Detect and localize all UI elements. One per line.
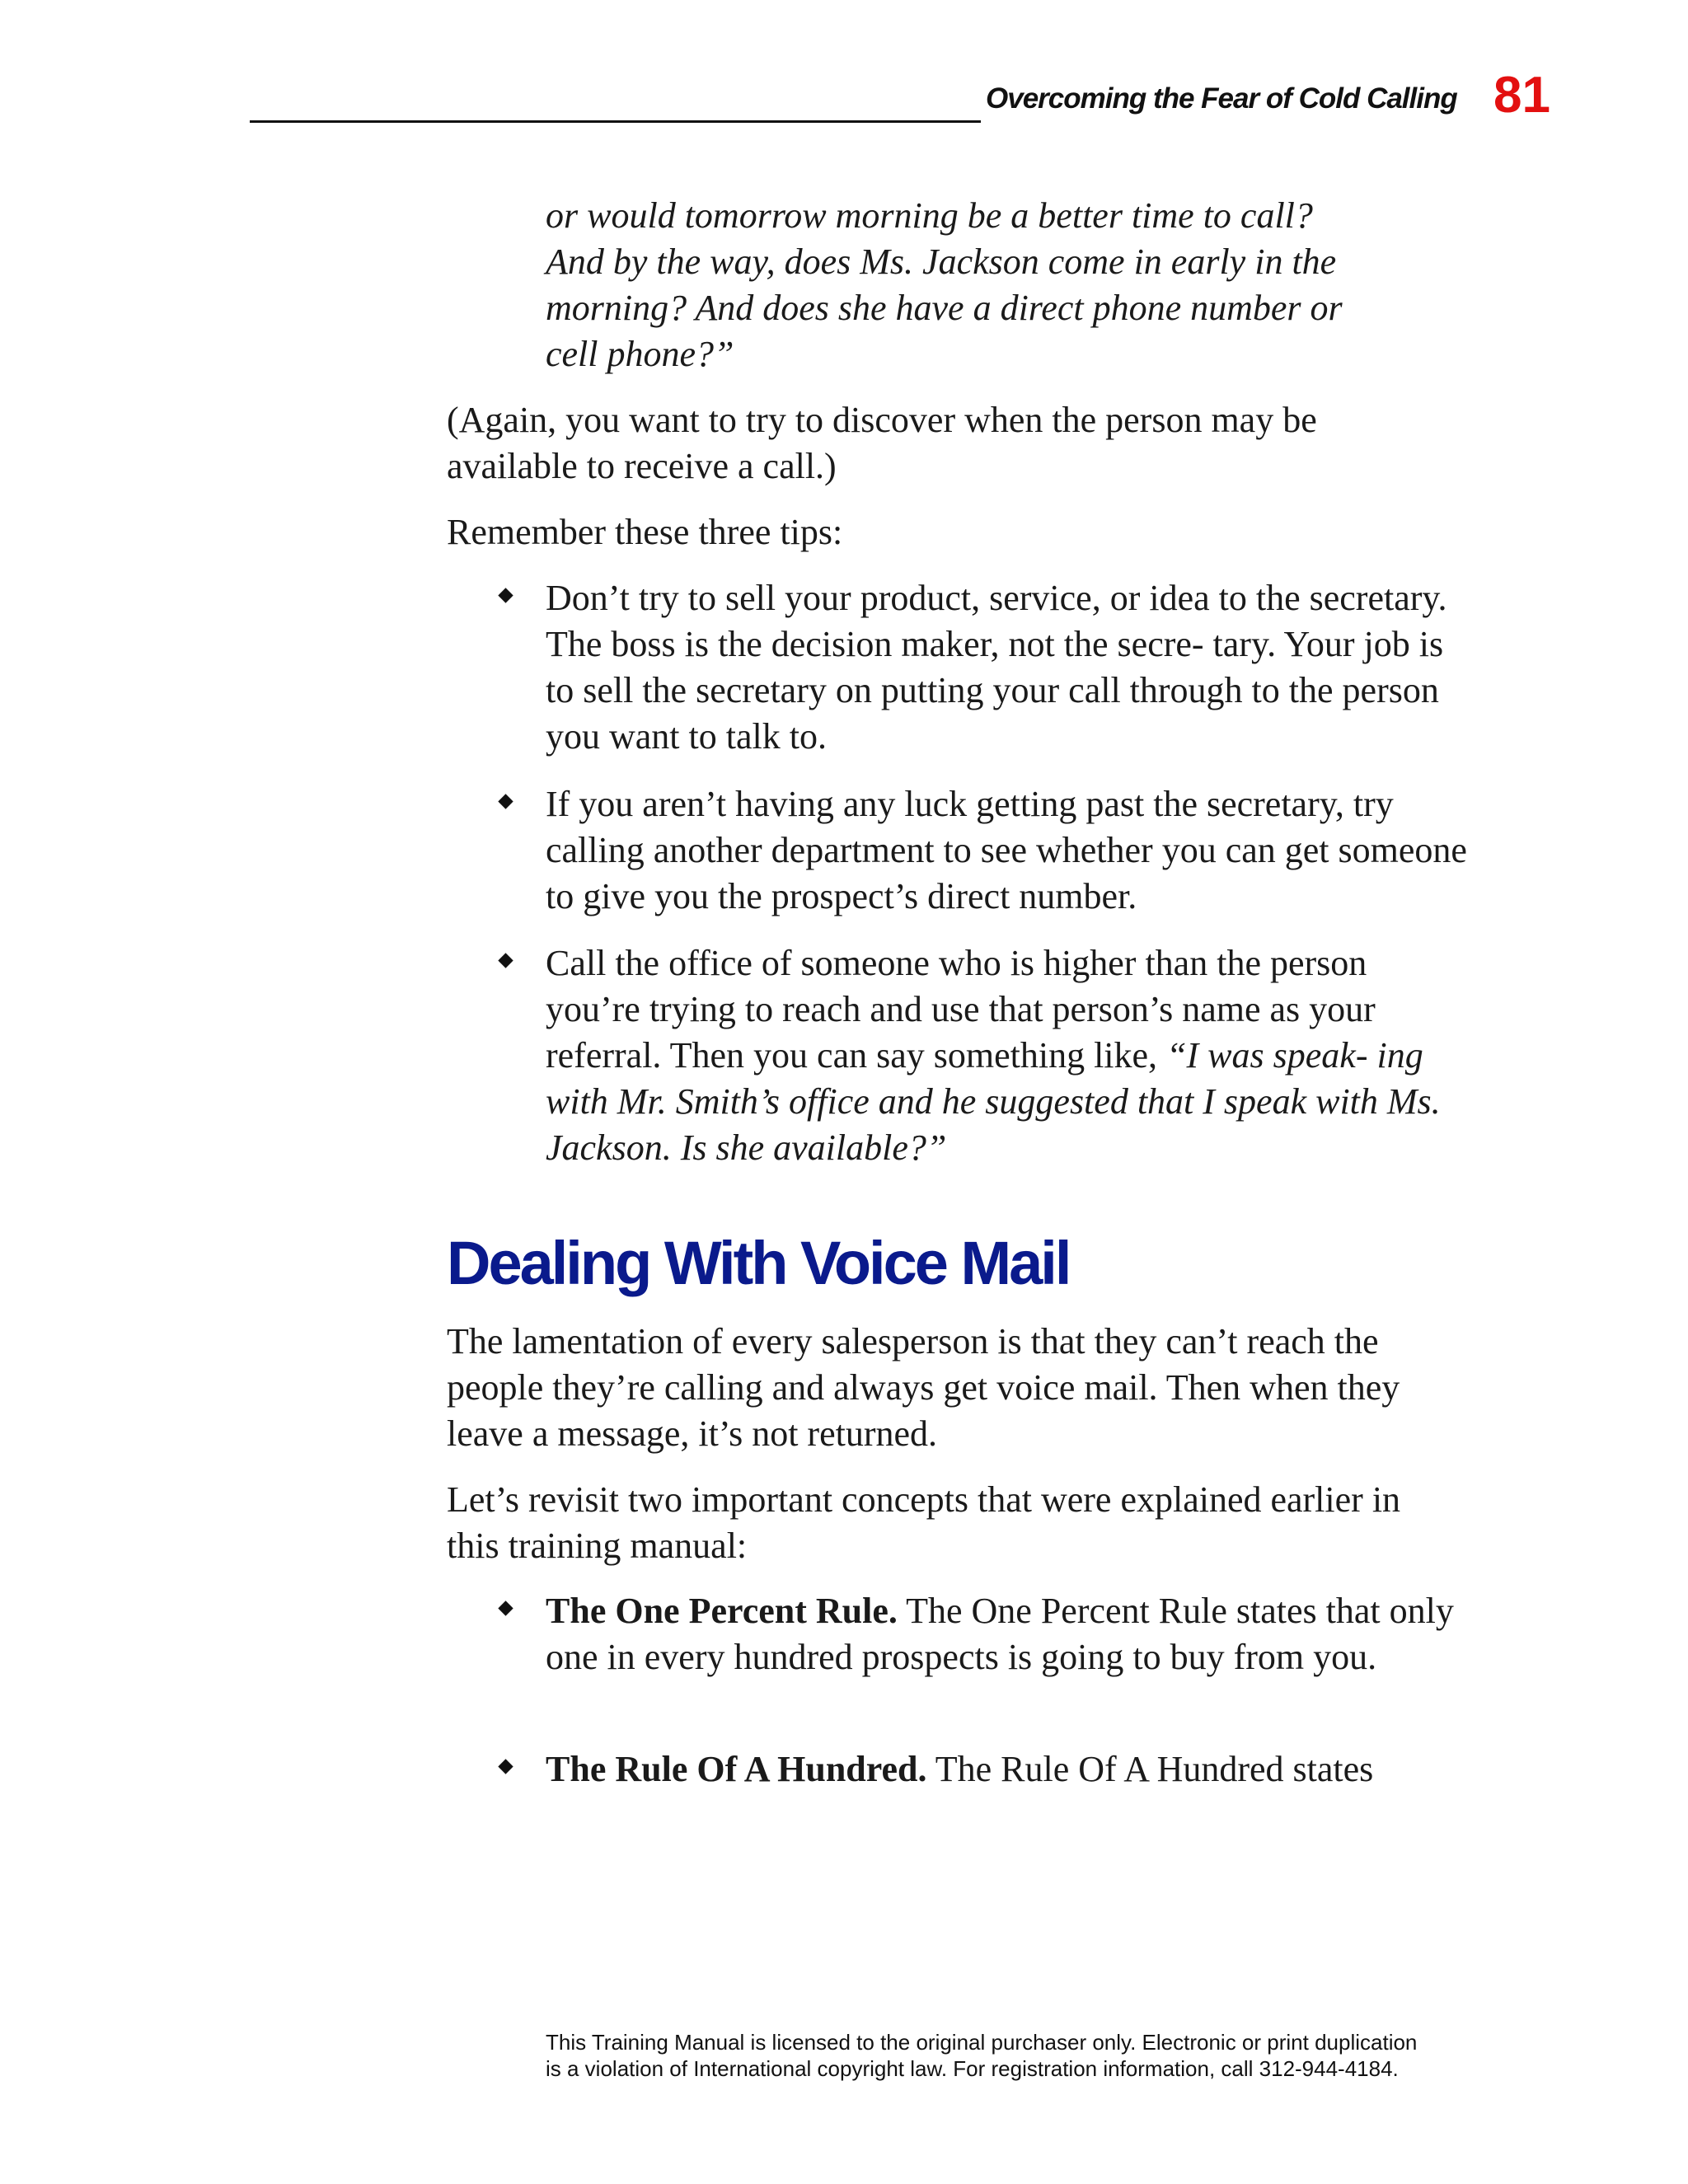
copyright-footer (546, 2029, 1452, 2082)
quote-line: or would tomorrow morning be a better time to call? (546, 195, 1313, 236)
paragraph-again: (Again, you want to try to discover when the person may be available to receive a call.) (447, 400, 1317, 486)
footer-line: is a violation of International copyright law. For registration information, call 312-944-4184. (546, 2056, 1399, 2081)
quote-line: morning? And does she have a direct phone number or (546, 288, 1343, 328)
rule-description: The One Percent Rule states that only one in every hundred prospects is going to buy from you. (546, 1591, 1454, 1677)
page-number: 81 (1493, 67, 1550, 124)
section-heading: Dealing With Voice Mail (447, 1229, 1070, 1297)
tip-text-italic-quote: “I was speak- ing with Mr. Smith’s office and he suggested that I speak with Ms. Jackson. Is she available?” (546, 1035, 1441, 1168)
diamond-bullet-icon (498, 794, 513, 808)
rule-text (546, 1588, 1469, 1680)
quote-line: And by the way, does Ms. Jackson come in early in the (546, 241, 1337, 282)
tip-text (546, 940, 1469, 1171)
tip-text: If you aren’t having any luck getting past the secretary, try calling another department to see whether you can get someone to give you the prospect’s direct number. (546, 784, 1467, 916)
diamond-bullet-icon (498, 1601, 513, 1615)
rule-term: The Rule Of A Hundred. (546, 1749, 927, 1789)
quote-line: cell phone?” (546, 334, 734, 374)
tip-text: Don’t try to sell your product, service, or idea to the secretary. The boss is the decision maker, not the secre- tary. Your job is to sell the secretary on putting your call through to the person you want to talk to. (546, 578, 1447, 757)
footer-line: This Training Manual is licensed to the original purchaser only. Electronic or print duplication (546, 2030, 1418, 2055)
tip-text-roman: Call the office of someone who is higher than the person you’re trying to reach and use that person’s name as your referral. Then you can say something like, (546, 943, 1376, 1076)
section-paragraph-1: The lamentation of every salesperson is that they can’t reach the people they’re calling and always get voice mail. Then when they leave a message, it’s not returned. (447, 1321, 1400, 1454)
diamond-bullet-icon (498, 953, 513, 968)
rule-text (546, 1746, 1469, 1793)
rule-term: The One Percent Rule. (546, 1591, 898, 1631)
diamond-bullet-icon (498, 588, 513, 602)
rule-description: The Rule Of A Hundred states (926, 1749, 1374, 1789)
section-paragraph-2: Let’s revisit two important concepts that were explained earlier in this training manual: (447, 1479, 1401, 1566)
running-header-title: Overcoming the Fear of Cold Calling (986, 82, 1457, 115)
header-rule (250, 120, 981, 123)
diamond-bullet-icon (498, 1759, 513, 1774)
paragraph-remember: Remember these three tips: (447, 512, 843, 552)
quote-continuation (546, 193, 1461, 377)
